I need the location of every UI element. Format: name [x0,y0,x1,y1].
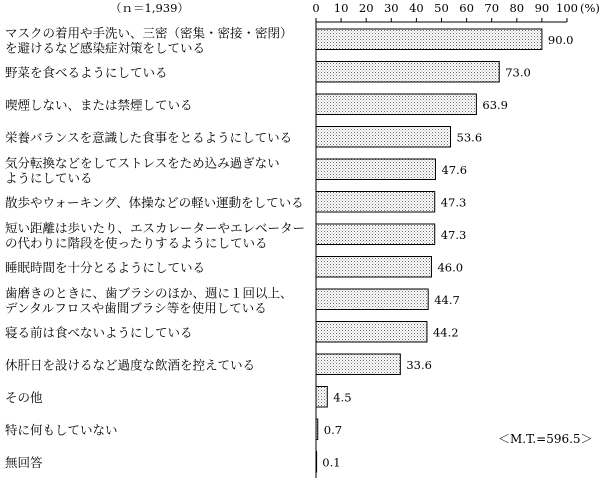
sample-size-label: （ｎ＝1,939） [110,1,189,15]
category-label: 無回答 [5,454,43,470]
mt-annotation: ＜M.T.=596.5＞ [498,432,593,446]
data-label: 63.9 [482,97,508,112]
data-label: 0.7 [323,422,343,437]
bar [316,62,499,83]
x-tick-label: 90 [534,1,550,15]
bar [316,29,542,50]
category-label: 散歩やウォーキング、体操などの軽い運動をしている [5,194,304,210]
x-tick-label: 20 [358,1,374,15]
category-label: を避けるなど感染症対策をしている [5,40,206,56]
data-label: 47.6 [441,162,468,177]
x-tick-label: 0 [312,1,320,15]
bar [316,192,435,213]
category-label: 休肝日を設けるなど過度な飲酒を控えている [5,357,256,373]
data-label: 73.0 [505,65,531,80]
x-tick-label: 30 [383,1,399,15]
data-label: 44.7 [434,292,460,307]
category-label: の代わりに階段を使ったりするようにしている [5,235,268,251]
bar [316,94,476,115]
x-tick-label: 70 [484,1,500,15]
unit-label: (%) [580,1,600,15]
x-tick-label: 60 [459,1,474,15]
category-label: 栄養バランスを意識した食事をとるようにしている [5,129,293,145]
x-tick-label: 100 [556,1,578,15]
bar [316,127,451,148]
data-label: 46.0 [437,260,464,275]
bar [316,354,400,375]
bar [316,224,435,245]
category-label: 喫煙しない、または禁煙している [5,97,193,113]
bar [316,452,317,473]
bar [316,257,431,278]
bar [316,322,427,343]
bar [316,387,327,408]
x-tick-label: 80 [509,1,525,15]
category-label: 睡眠時間を十分とるようにしている [5,259,206,275]
category-label: ようにしている [5,170,93,186]
data-label: 53.6 [456,130,483,145]
category-label: 特に何もしていない [5,422,118,438]
category-label: マスクの着用や手洗い、三密（密集・密接・密閉） [5,25,293,41]
category-label: デンタルフロスや歯間ブラシ等を使用している [5,300,267,316]
data-label: 47.3 [440,195,467,210]
x-tick-label: 40 [409,1,424,15]
category-label: 気分転換などをしてストレスをため込み過ぎない [5,155,280,171]
data-label: 90.0 [547,32,574,47]
category-label: 短い距離は歩いたり、エスカレーターやエレベーター [5,220,306,236]
data-label: 0.1 [322,455,341,470]
category-label: 野菜を食べるようにしている [5,64,168,80]
bar [316,419,318,440]
category-label: その他 [5,389,43,405]
data-label: 47.3 [440,227,467,242]
category-label: 寝る前は食べないようにしている [5,324,193,340]
category-labels [5,25,305,470]
data-label: 44.2 [432,325,459,340]
bar [316,289,428,310]
bar [316,159,435,180]
category-label: 歯磨きのときに、歯ブラシのほか、週に１回以上、 [5,285,293,301]
bars [316,29,542,472]
x-tick-label: 10 [333,1,349,15]
x-tick-label: 50 [434,1,449,15]
data-label: 33.6 [406,357,432,372]
data-label: 4.5 [333,390,352,405]
